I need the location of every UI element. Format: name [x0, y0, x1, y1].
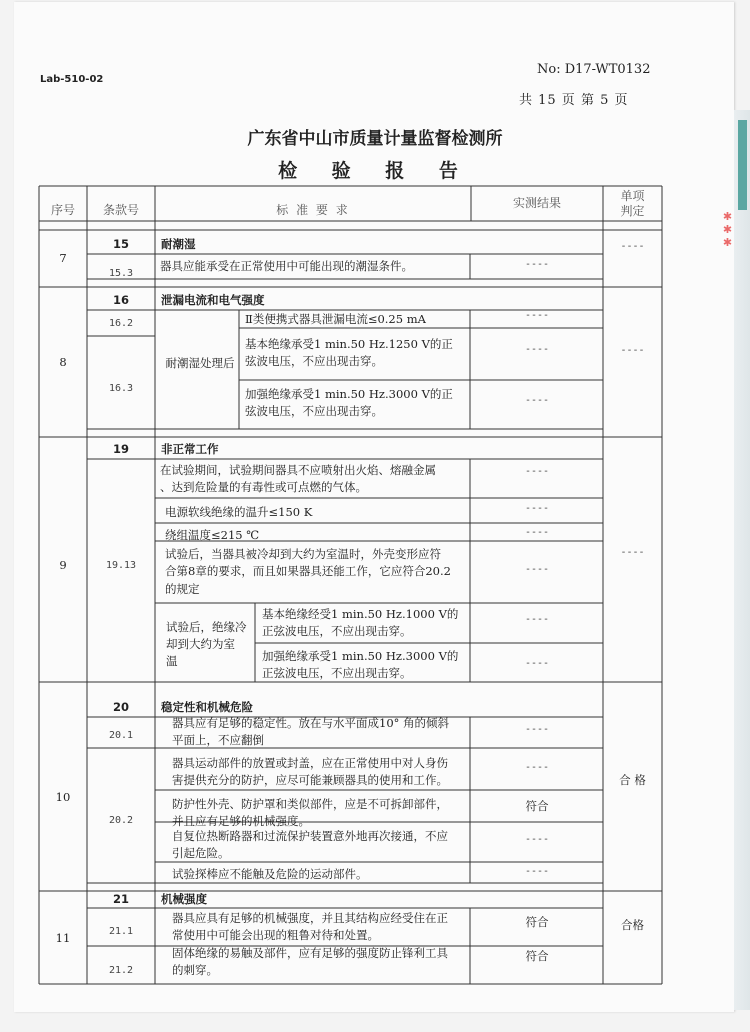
- clause-16: 16: [112, 293, 129, 307]
- req-19-13-f-line1: 加强绝缘承受1 min.50 Hz.3000 V的: [262, 649, 459, 663]
- req-16-3-a-line1: 基本绝缘承受1 min.50 Hz.1250 V的正: [245, 337, 453, 351]
- req-20-1-line1: 器具应有足够的稳定性。放在与水平面成10° 角的倾斜: [172, 716, 450, 730]
- section-name-19: 非正常工作: [161, 442, 219, 456]
- req-19-13-d-line2: 合第8章的要求，而且如果器具还能工作，它应符合20.2: [165, 564, 451, 578]
- req-20-2-d: 试验探棒应不能触及危险的运动部件。: [172, 867, 368, 881]
- result-20-1: ----: [524, 724, 550, 735]
- col-requirement-header: 标 准 要 求: [276, 203, 350, 217]
- clause-21-1: 21.1: [108, 926, 134, 937]
- sub-condition-19-line2: 却到大约为室: [166, 637, 235, 651]
- req-21-1-line1: 器具应具有足够的机械强度，并且其结构应经受住在正: [172, 911, 448, 925]
- col-seq-header: 序号: [50, 203, 75, 217]
- sub-condition-19-line1: 试验后，绝缘冷: [166, 620, 247, 634]
- req-16-2: Ⅱ类便携式器具泄漏电流≤0.25 mA: [245, 312, 426, 326]
- verdict-11: 合格: [621, 918, 644, 932]
- seq-10: 10: [55, 790, 71, 804]
- verdict-10: 合 格: [619, 773, 646, 787]
- section-name-16: 泄漏电流和电气强度: [161, 293, 265, 307]
- clause-19: 19: [112, 442, 129, 456]
- clause-20-1: 20.1: [108, 730, 134, 741]
- result-19-13-e: ----: [524, 614, 550, 625]
- clause-21-2: 21.2: [108, 965, 134, 976]
- req-20-2-c-line1: 自复位热断路器和过流保护装置意外地再次接通，不应: [172, 829, 448, 843]
- req-20-2-a-line2: 害提供充分的防护，应尽可能兼顾器具的使用和工作。: [172, 773, 448, 787]
- sub-condition-19-line3: 温: [166, 654, 178, 668]
- req-21-2-line2: 的刺穿。: [172, 963, 218, 977]
- result-19-13-b: ----: [524, 503, 550, 514]
- req-19-13-c: 绕组温度≤215 ℃: [165, 528, 260, 542]
- seq-9: 9: [59, 558, 67, 572]
- col-clause-header: 条款号: [102, 203, 139, 217]
- req-21-1-line2: 常使用中可能会出现的粗鲁对待和处置。: [172, 928, 379, 942]
- req-19-13-b: 电源软线绝缘的温升≤150 K: [165, 505, 313, 519]
- clause-15-3: 15.3: [108, 268, 134, 279]
- result-15-3: ----: [524, 259, 550, 270]
- req-16-3-a-line2: 弦波电压，不应出现击穿。: [245, 354, 383, 368]
- report-title: 检 验 报 告: [278, 160, 472, 182]
- req-20-2-b-line2: 并且应有足够的机械强度。: [172, 814, 310, 828]
- section-name-21: 机械强度: [161, 892, 207, 906]
- req-19-13-e-line1: 基本绝缘经受1 min.50 Hz.1000 V的: [262, 607, 459, 621]
- req-20-2-c-line2: 引起危险。: [172, 846, 230, 860]
- clause-20-2: 20.2: [108, 815, 134, 826]
- result-19-13-f: ----: [524, 658, 550, 669]
- organization-name: 广东省中山市质量计量监督检测所: [247, 129, 503, 149]
- result-19-13-d: ----: [524, 564, 550, 575]
- clause-16-2: 16.2: [108, 318, 134, 329]
- report-number: No: D17-WT0132: [537, 62, 651, 77]
- section-name-20: 稳定性和机械危险: [161, 700, 253, 714]
- req-19-13-a-line1: 在试验期间，试验期间器具不应喷射出火焰、熔融金属: [160, 463, 436, 477]
- result-21-1: 符合: [525, 915, 549, 929]
- verdict-9: ----: [620, 547, 645, 558]
- verdict-8: ----: [620, 345, 645, 356]
- req-19-13-a-line2: 、达到危险量的有毒性或可点燃的气体。: [160, 480, 367, 494]
- result-20-2-d: ----: [524, 866, 550, 877]
- sub-condition-16: 耐潮湿处理后: [165, 356, 235, 370]
- result-16-2: ----: [524, 310, 550, 321]
- page-info: 共 15 页 第 5 页: [519, 93, 629, 108]
- result-19-13-c: ----: [524, 527, 550, 538]
- result-16-3-a: ----: [524, 344, 550, 355]
- result-20-2-a: ----: [524, 762, 550, 773]
- result-16-3-b: ----: [524, 395, 550, 406]
- clause-21: 21: [112, 892, 129, 906]
- clause-19-13: 19.13: [105, 560, 137, 571]
- col-verdict-header-2: 判定: [620, 204, 645, 218]
- clause-15: 15: [112, 237, 129, 251]
- req-19-13-d-line1: 试验后，当器具被冷却到大约为室温时，外壳变形应符: [165, 547, 441, 561]
- section-name-15: 耐潮湿: [161, 237, 196, 251]
- seq-7: 7: [59, 251, 67, 265]
- req-15-3: 器具应能承受在正常使用中可能出现的潮湿条件。: [160, 259, 413, 273]
- req-20-2-a-line1: 器具运动部件的放置或封盖，应在正常使用中对人身伤: [172, 756, 448, 770]
- req-20-1-line2: 平面上，不应翻倒: [172, 733, 264, 747]
- req-20-2-b-line1: 防护性外壳、防护罩和类似部件，应是不可拆卸部件，: [172, 797, 448, 811]
- req-19-13-d-line3: 的规定: [165, 582, 200, 596]
- req-19-13-e-line2: 正弦波电压，不应出现击穿。: [262, 624, 412, 638]
- req-21-2-line1: 固体绝缘的易触及部件，应有足够的强度防止锋利工具: [172, 946, 448, 960]
- col-result-header: 实测结果: [512, 196, 561, 210]
- lab-code: Lab-510-02: [40, 74, 104, 85]
- col-verdict-header-1: 单项: [620, 189, 645, 203]
- clause-16-3: 16.3: [108, 383, 134, 394]
- seq-8: 8: [59, 355, 67, 369]
- result-19-13-a: ----: [524, 466, 550, 477]
- result-21-2: 符合: [525, 949, 549, 963]
- req-19-13-f-line2: 正弦波电压，不应出现击穿。: [262, 666, 412, 680]
- result-20-2-c: ----: [524, 834, 550, 845]
- seal-stamp-edge: ✱✱✱: [721, 210, 734, 249]
- req-16-3-b-line2: 弦波电压，不应出现击穿。: [245, 404, 383, 418]
- verdict-7: ----: [620, 241, 645, 252]
- req-16-3-b-line1: 加强绝缘承受1 min.50 Hz.3000 V的正: [245, 387, 453, 401]
- result-20-2-b: 符合: [525, 799, 549, 813]
- clause-20: 20: [112, 700, 129, 714]
- seq-11: 11: [55, 931, 71, 945]
